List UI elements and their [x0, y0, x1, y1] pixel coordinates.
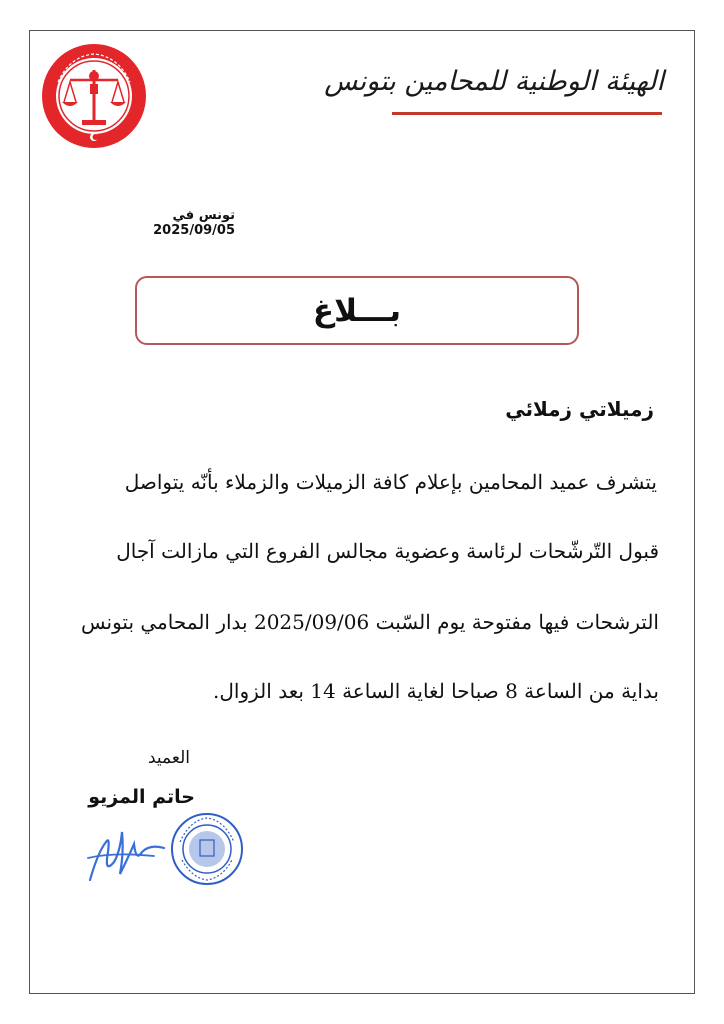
body-line-1: يتشرف عميد المحامين بإعلام كافة الزميلات والزملاء بأنّه يتواصل: [124, 470, 657, 494]
body-line-2: قبول التّرشّحات لرئاسة وعضوية مجالس الفروع التي مازالت آجال: [116, 539, 659, 563]
official-stamp-icon: [170, 812, 244, 886]
title-underline: [392, 112, 662, 115]
org-name-calligraphy: الهيئة الوطنية للمحامين بتونس: [324, 66, 664, 97]
scales-of-justice-seal-icon: [40, 42, 148, 150]
signer-name: حاتم المزيو: [88, 786, 195, 808]
signer-role: العميد: [148, 748, 190, 768]
greeting: زميلاتي زملائي: [505, 397, 654, 421]
body-line-3: الترشحات فيها مفتوحة يوم السّبت 2025/09/06 بدار المحامي بتونس: [81, 610, 659, 634]
date-line: تونس في 2025/09/05: [153, 208, 235, 238]
notice-title: بـــلاغ: [312, 292, 402, 329]
notice-box: [135, 276, 579, 345]
body-line-4: بداية من الساعة 8 صباحا لغاية الساعة 14 بعد الزوال.: [213, 679, 659, 703]
handwritten-signature-icon: [84, 822, 170, 886]
